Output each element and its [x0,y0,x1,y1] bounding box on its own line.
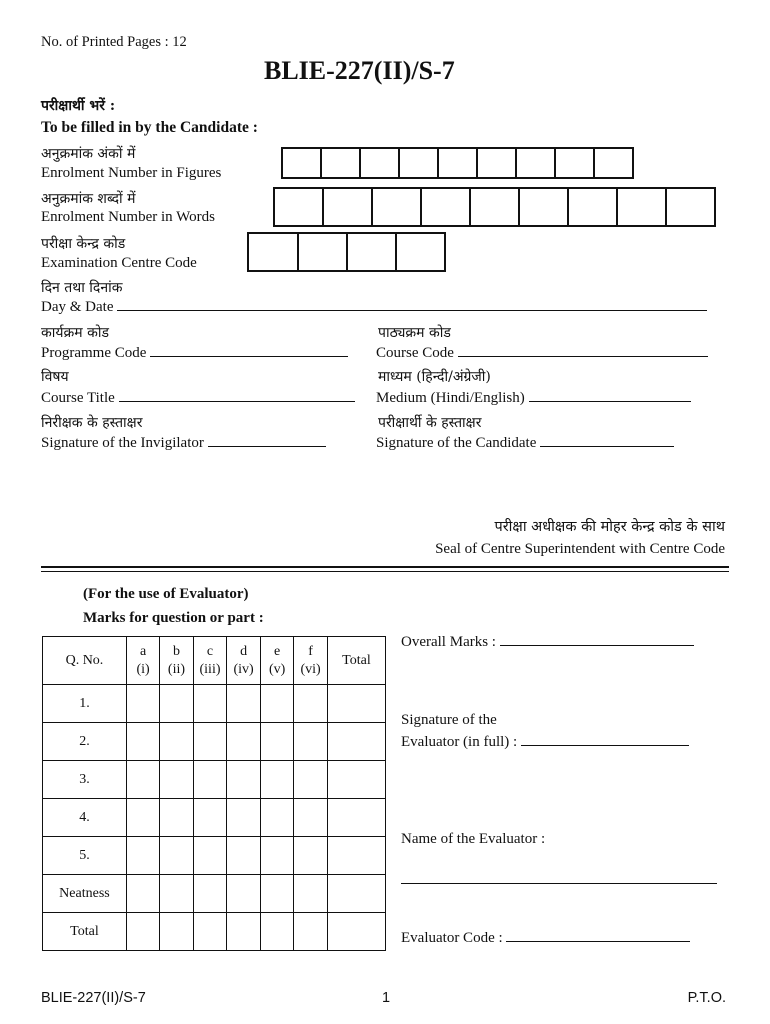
mark-cell[interactable] [260,875,293,913]
programme-code-row [41,344,348,362]
mark-cell[interactable] [193,837,227,875]
table-row [43,761,386,799]
overall-marks-line[interactable] [500,633,694,646]
programme-code-label: Programme Code [41,345,147,361]
digit-box[interactable] [554,147,593,179]
programme-code-line[interactable] [150,344,348,357]
digit-box[interactable] [476,147,515,179]
course-code-label-hindi: पाठ्यक्रम कोड [378,325,451,341]
overall-marks-label: Overall Marks : [401,634,496,650]
enrol-words-label-hindi: अनुक्रमांक शब्दों में [41,191,136,207]
qno-header: Q. No. [43,637,127,685]
mark-cell[interactable] [126,875,159,913]
mark-cell[interactable] [327,799,385,837]
mark-cell[interactable] [294,913,328,951]
word-box[interactable] [518,187,567,227]
mark-cell[interactable] [294,723,328,761]
medium-label: Medium (Hindi/English) [376,390,525,406]
mark-cell[interactable] [227,875,261,913]
mark-cell[interactable] [294,761,328,799]
part-header-e: e (v) [260,637,293,685]
word-box[interactable] [567,187,616,227]
pto-label: P.T.O. [687,990,726,1006]
mark-cell[interactable] [260,799,293,837]
evaluator-signature-label-2: Evaluator (in full) : [401,734,518,750]
mark-cell[interactable] [193,875,227,913]
table-row [43,685,386,723]
course-code-line[interactable] [458,344,708,357]
course-title-line[interactable] [119,389,355,402]
mark-cell[interactable] [294,685,328,723]
table-row [43,875,386,913]
mark-cell[interactable] [160,761,193,799]
course-code-label: Course Code [376,345,454,361]
digit-box[interactable] [437,147,476,179]
evaluator-signature-line[interactable] [521,733,689,746]
course-title-label: Course Title [41,390,115,406]
mark-cell[interactable] [327,723,385,761]
row-label: Total [43,913,127,951]
centre-code-box[interactable] [346,232,395,272]
mark-cell[interactable] [160,837,193,875]
evaluator-name-label: Name of the Evaluator : [401,831,546,847]
part-header-f: f (vi) [294,637,328,685]
date-row [41,298,707,316]
word-box[interactable] [273,187,322,227]
enrol-figures-label-hindi: अनुक्रमांक अंकों में [41,146,136,162]
candidate-sign-row [376,434,674,452]
part-header-c: c (iii) [193,637,227,685]
mark-cell[interactable] [126,913,159,951]
word-box[interactable] [665,187,716,227]
medium-row [376,389,691,407]
word-box[interactable] [616,187,665,227]
row-label: 2. [43,723,127,761]
paper-code-title: BLIE-227(II)/S-7 [264,56,455,85]
mark-cell[interactable] [227,685,261,723]
course-code-row [376,344,708,362]
digit-box[interactable] [398,147,437,179]
marks-label: Marks for question or part : [83,610,264,626]
mark-cell[interactable] [294,875,328,913]
mark-cell[interactable] [193,799,227,837]
mark-cell[interactable] [126,799,159,837]
part-header-b: b (ii) [160,637,193,685]
subject-label-hindi: विषय [41,369,69,385]
mark-cell[interactable] [227,799,261,837]
mark-cell[interactable] [160,723,193,761]
mark-cell[interactable] [193,685,227,723]
centre-code-box[interactable] [395,232,446,272]
word-box[interactable] [371,187,420,227]
row-label: 1. [43,685,127,723]
table-row [43,799,386,837]
seal-label-hindi: परीक्षा अधीक्षक की मोहर केन्द्र कोड के साथ [494,519,725,535]
footer-code: BLIE-227(II)/S-7 [41,990,146,1006]
centre-code-label: Examination Centre Code [41,255,197,271]
mark-cell[interactable] [327,913,385,951]
seal-label: Seal of Centre Superintendent with Centre Code [435,541,725,557]
word-box[interactable] [469,187,518,227]
centre-code-box[interactable] [297,232,346,272]
page-number: 1 [382,990,391,1006]
invigilator-sign-label-hindi: निरीक्षक के हस्ताक्षर [41,415,143,431]
candidate-sign-label-hindi: परीक्षार्थी के हस्ताक्षर [378,415,482,431]
mark-cell[interactable] [327,761,385,799]
centre-code-boxes[interactable] [247,232,446,272]
mark-cell[interactable] [126,685,159,723]
evaluator-code-row [401,929,690,947]
mark-cell[interactable] [193,723,227,761]
invigilator-sign-row [41,434,326,452]
candidate-sign-label: Signature of the Candidate [376,435,537,451]
word-box[interactable] [420,187,469,227]
mark-cell[interactable] [327,837,385,875]
mark-cell[interactable] [193,913,227,951]
mark-cell[interactable] [126,723,159,761]
mark-cell[interactable] [260,685,293,723]
date-label-hindi: दिन तथा दिनांक [41,280,123,296]
mark-cell[interactable] [327,875,385,913]
row-label: 3. [43,761,127,799]
word-box[interactable] [322,187,371,227]
candidate-label-english: To be filled in by the Candidate : [41,119,258,136]
mark-cell[interactable] [193,761,227,799]
centre-code-box[interactable] [247,232,297,272]
overall-marks-row [401,633,694,651]
mark-cell[interactable] [160,913,193,951]
row-label: 4. [43,799,127,837]
invigilator-sign-line[interactable] [208,434,326,447]
mark-cell[interactable] [160,875,193,913]
digit-box[interactable] [281,147,320,179]
table-row [43,837,386,875]
enrol-words-label: Enrolment Number in Words [41,209,215,225]
digit-box[interactable] [593,147,634,179]
mark-cell[interactable] [294,799,328,837]
divider-top [41,566,729,568]
mark-cell[interactable] [126,761,159,799]
mark-cell[interactable] [260,761,293,799]
table-row [43,723,386,761]
printed-pages: No. of Printed Pages : 12 [41,34,187,50]
evaluator-signature-row [401,733,689,751]
candidate-sign-line[interactable] [540,434,674,447]
enrol-words-boxes[interactable] [273,187,716,227]
digit-box[interactable] [320,147,359,179]
marks-header-row [43,637,386,685]
date-line[interactable] [117,298,707,311]
digit-box[interactable] [515,147,554,179]
enrol-figures-boxes[interactable] [281,147,634,179]
mark-cell[interactable] [227,761,261,799]
mark-cell[interactable] [260,837,293,875]
mark-cell[interactable] [126,837,159,875]
row-label: Neatness [43,875,127,913]
medium-label-hindi: माध्यम (हिन्दी/अंग्रेजी) [378,369,491,385]
medium-line[interactable] [529,389,691,402]
mark-cell[interactable] [260,723,293,761]
mark-cell[interactable] [227,913,261,951]
total-header: Total [327,637,385,685]
evaluator-name-line[interactable] [401,871,717,884]
evaluator-code-label: Evaluator Code : [401,930,503,946]
mark-cell[interactable] [160,685,193,723]
row-label: 5. [43,837,127,875]
evaluator-signature-label-1: Signature of the [401,712,497,728]
programme-code-label-hindi: कार्यक्रम कोड [41,325,109,341]
table-row [43,913,386,951]
centre-code-label-hindi: परीक्षा केन्द्र कोड [41,236,126,252]
date-label: Day & Date [41,299,114,315]
mark-cell[interactable] [160,799,193,837]
evaluator-code-line[interactable] [506,929,690,942]
marks-table [42,636,386,951]
mark-cell[interactable] [327,685,385,723]
mark-cell[interactable] [260,913,293,951]
enrol-figures-label: Enrolment Number in Figures [41,165,222,181]
invigilator-sign-label: Signature of the Invigilator [41,435,204,451]
course-title-row [41,389,355,407]
digit-box[interactable] [359,147,398,179]
mark-cell[interactable] [227,723,261,761]
divider-bottom [41,571,729,572]
candidate-label-hindi: परीक्षार्थी भरें : [41,98,116,114]
evaluator-use-label: (For the use of Evaluator) [83,586,249,602]
mark-cell[interactable] [227,837,261,875]
part-header-d: d (iv) [227,637,261,685]
part-header-a: a (i) [126,637,159,685]
mark-cell[interactable] [294,837,328,875]
